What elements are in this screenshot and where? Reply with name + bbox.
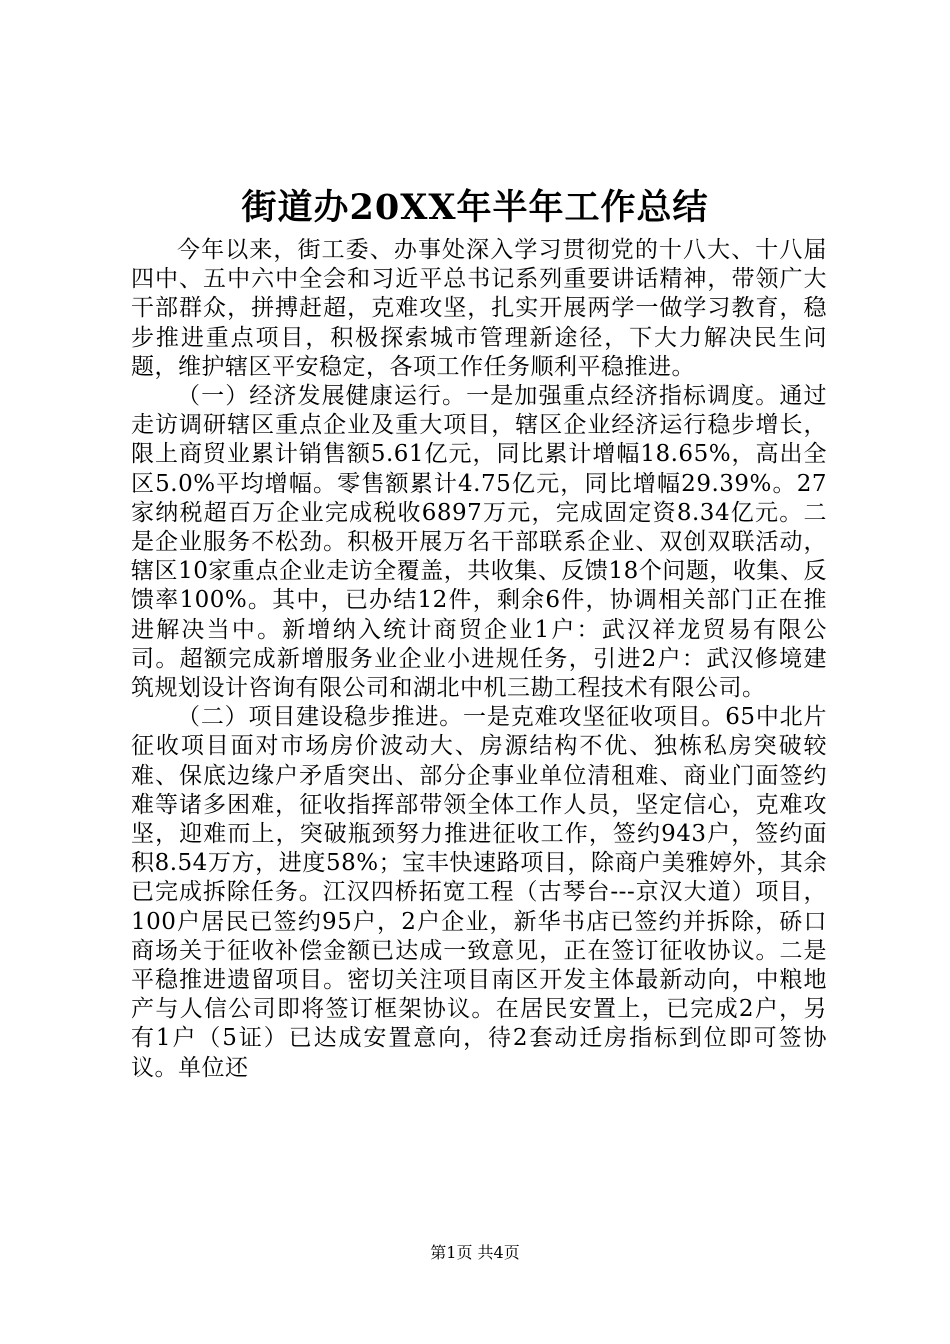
- document-body: [131, 236, 827, 1083]
- page-footer: 第1页 共4页: [430, 1243, 520, 1262]
- paragraph-intro: 今年以来，街工委、办事处深入学习贯彻党的十八大、十八届四中、五中六中全会和习近平总书记系列重要讲话精神，带领广大干部群众，拼搏赶超，克难攻坚，扎实开展两学一做学习教育，稳步推进重点项目，积极探索城市管理新途径，下大力解决民生问题，维护辖区平安稳定，各项工作任务顺利平稳推进。: [131, 237, 827, 380]
- paragraph-projects: （二）项目建设稳步推进。一是克难攻坚征收项目。65中北片征收项目面对市场房价波动大、房源结构不优、独栋私房突破较难、保底边缘户矛盾突出、部分企事业单位清租难、商业门面签约难等诸多困难，征收指挥部带领全体工作人员，坚定信心，克难攻坚，迎难而上，突破瓶颈努力推进征收工作，签约943户，签约面积8.54万方，进度58%；宝丰快速路项目，除商户美雅婷外，其余已完成拆除任务。江汉四桥拓宽工程（古琴台---京汉大道）项目，100户居民已签约95户，2户企业，新华书店已签约并拆除，硚口商场关于征收补偿金额已达成一致意见，正在签订征收协议。二是平稳推进遗留项目。密切关注项目南区开发主体最新动向，中粮地产与人信公司即将签订框架协议。在居民安置上，已完成2户，另有1户（5证）已达成安置意向，待2套动迁房指标到位即可签协议。单位还: [131, 704, 827, 1081]
- paragraph-economy: （一）经济发展健康运行。一是加强重点经济指标调度。通过走访调研辖区重点企业及重大项目，辖区企业经济运行稳步增长，限上商贸业累计销售额5.61亿元，同比累计增幅18.65%，高出全区5.0%平均增幅。零售额累计4.75亿元，同比增幅29.39%。27家纳税超百万企业完成税收6897万元，完成固定资8.34亿元。二是企业服务不松劲。积极开展万名干部联系企业、双创双联活动，辖区10家重点企业走访全覆盖，共收集、反馈18个问题，收集、反馈率100%。其中，已办结12件，剩余6件，协调相关部门正在推进解决当中。新增纳入统计商贸企业1户：武汉祥龙贸易有限公司。超额完成新增服务业企业小进规任务，引进2户：武汉修境建筑规划设计咨询有限公司和湖北中机三勘工程技术有限公司。: [131, 383, 827, 702]
- document-title: 街道办20XX年半年工作总结: [241, 187, 709, 228]
